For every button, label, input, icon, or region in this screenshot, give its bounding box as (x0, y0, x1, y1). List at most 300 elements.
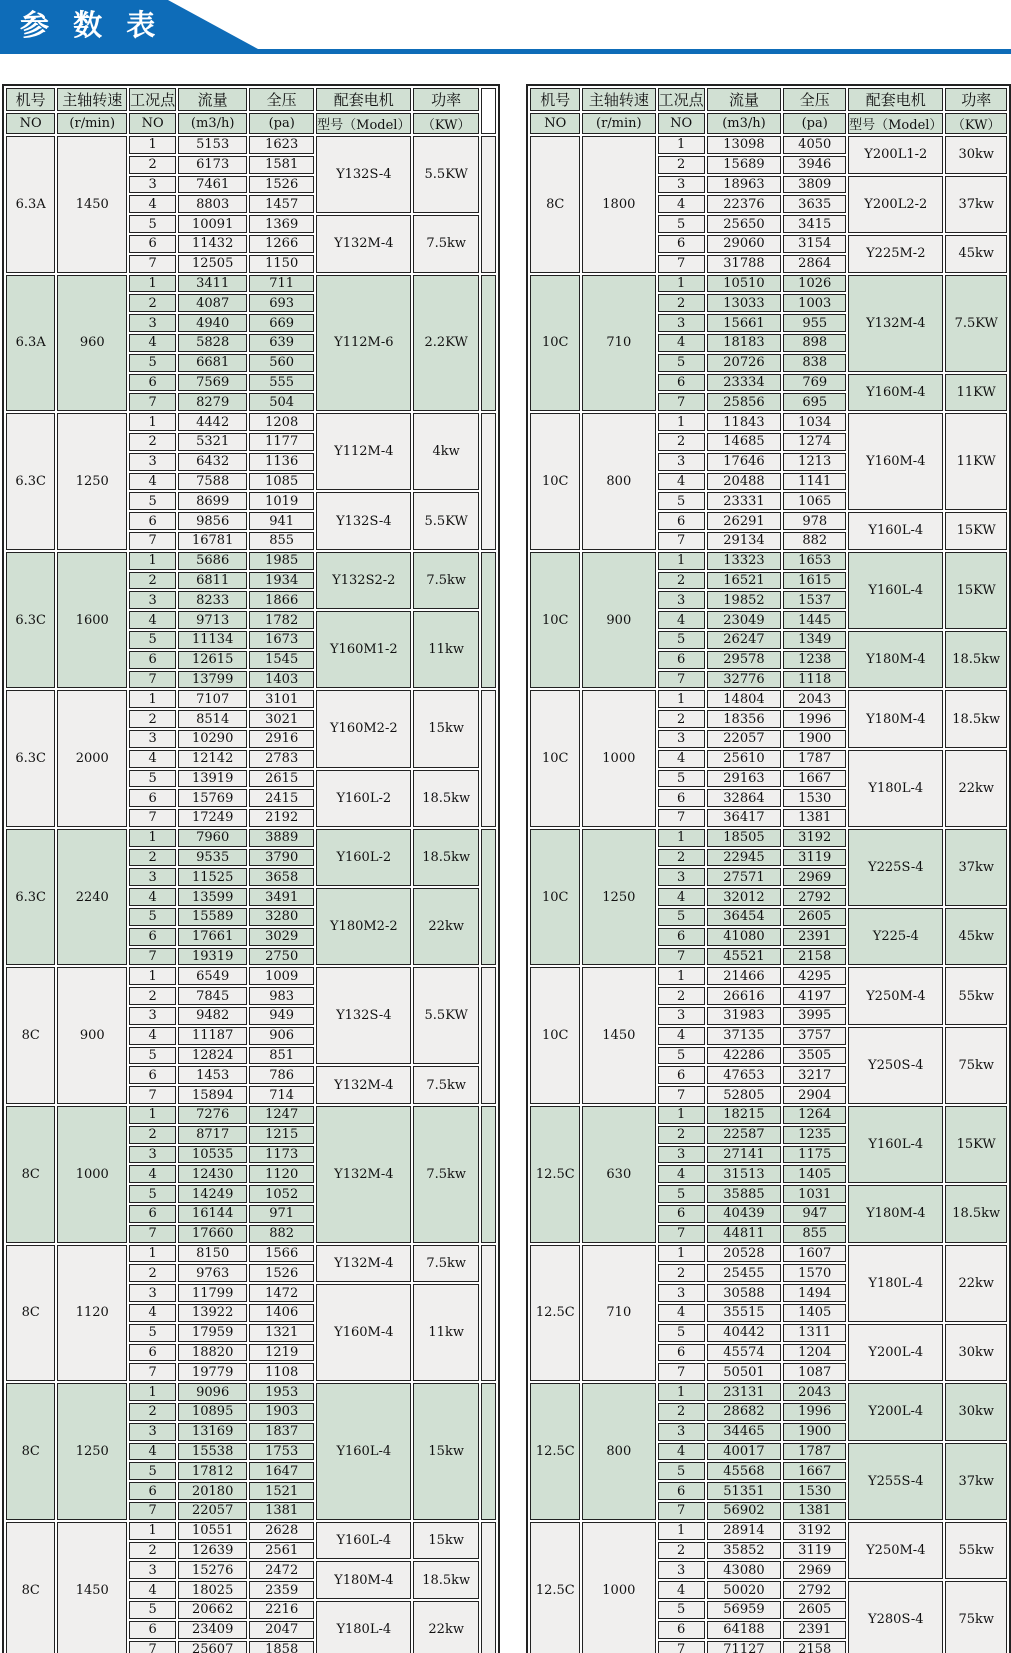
motor-model-cell: Y132M-4 (316, 1066, 411, 1104)
header-row-top (530, 88, 1007, 111)
operating-point-cell: 3 (658, 1423, 705, 1441)
pressure-cell: 3192 (783, 1522, 846, 1540)
data-row (530, 275, 1007, 293)
shaft-speed-cell: 1250 (57, 1383, 127, 1520)
flow-cell: 37135 (707, 1027, 782, 1045)
pressure-cell: 1403 (249, 671, 314, 689)
motor-model-cell: Y280S-4 (848, 1581, 943, 1653)
flow-cell: 6173 (178, 156, 247, 174)
pressure-cell: 1219 (249, 1344, 314, 1362)
flow-cell: 9535 (178, 849, 247, 867)
flow-cell: 28682 (707, 1403, 782, 1421)
pressure-cell: 1526 (249, 1264, 314, 1282)
shaft-speed-cell: 630 (582, 1106, 656, 1243)
operating-point-cell: 7 (658, 1502, 705, 1520)
motor-power-cell: 15KW (945, 552, 1007, 629)
motor-model-cell: Y250M-4 (848, 1522, 943, 1579)
flow-cell: 26247 (707, 631, 782, 649)
operating-point-cell: 6 (658, 789, 705, 807)
operating-point-cell: 6 (129, 1205, 176, 1223)
shaft-speed-cell: 960 (57, 275, 127, 412)
flow-cell: 19319 (178, 948, 247, 966)
data-row (6, 1383, 496, 1401)
spacer-cell (481, 1106, 497, 1243)
pressure-cell: 1034 (783, 413, 846, 431)
flow-cell: 4087 (178, 294, 247, 312)
operating-point-cell: 6 (129, 512, 176, 530)
operating-point-cell: 3 (658, 1561, 705, 1579)
flow-cell: 56959 (707, 1601, 782, 1619)
operating-point-cell: 1 (129, 690, 176, 708)
operating-point-cell: 6 (658, 512, 705, 530)
operating-point-cell: 4 (658, 473, 705, 491)
operating-point-cell: 5 (658, 1047, 705, 1065)
operating-point-cell: 2 (658, 1403, 705, 1421)
pressure-cell: 2615 (249, 770, 314, 788)
operating-point-cell: 5 (129, 1601, 176, 1619)
data-row (530, 136, 1007, 154)
flow-cell: 52805 (707, 1086, 782, 1104)
header-cell: 主轴转速 (582, 88, 656, 111)
pressure-cell: 769 (783, 374, 846, 392)
flow-cell: 15538 (178, 1443, 247, 1461)
flow-cell: 31513 (707, 1165, 782, 1183)
flow-cell: 23334 (707, 374, 782, 392)
pressure-cell: 1996 (783, 710, 846, 728)
operating-point-cell: 2 (129, 1403, 176, 1421)
flow-cell: 26616 (707, 987, 782, 1005)
motor-power-cell: 37kw (945, 1443, 1007, 1520)
pressure-cell: 978 (783, 512, 846, 530)
flow-cell: 7276 (178, 1106, 247, 1124)
pressure-cell: 898 (783, 334, 846, 352)
flow-cell: 8717 (178, 1126, 247, 1144)
flow-cell: 41080 (707, 928, 782, 946)
pressure-cell: 1673 (249, 631, 314, 649)
flow-cell: 12142 (178, 750, 247, 768)
motor-model-cell: Y160M-4 (848, 374, 943, 412)
operating-point-cell: 1 (658, 1106, 705, 1124)
pressure-cell: 1457 (249, 195, 314, 213)
operating-point-cell: 2 (658, 156, 705, 174)
machine-no-cell: 6.3C (6, 413, 55, 550)
flow-cell: 15769 (178, 789, 247, 807)
pressure-cell: 1858 (249, 1641, 314, 1653)
operating-point-cell: 7 (129, 532, 176, 550)
flow-cell: 15661 (707, 314, 782, 332)
header-cell: 功率 (413, 88, 478, 111)
flow-cell: 20180 (178, 1482, 247, 1500)
motor-model-cell: Y180M2-2 (316, 888, 411, 965)
shaft-speed-cell: 900 (57, 967, 127, 1104)
operating-point-cell: 5 (129, 1047, 176, 1065)
flow-cell: 13799 (178, 671, 247, 689)
operating-point-cell: 4 (129, 195, 176, 213)
motor-power-cell: 37kw (945, 176, 1007, 233)
operating-point-cell: 5 (129, 770, 176, 788)
pressure-cell: 560 (249, 354, 314, 372)
operating-point-cell: 2 (129, 987, 176, 1005)
pressure-cell: 4050 (783, 136, 846, 154)
flow-cell: 23409 (178, 1621, 247, 1639)
flow-cell: 40017 (707, 1443, 782, 1461)
operating-point-cell: 5 (658, 770, 705, 788)
pressure-cell: 1953 (249, 1383, 314, 1401)
operating-point-cell: 4 (129, 888, 176, 906)
operating-point-cell: 5 (658, 631, 705, 649)
pressure-cell: 1235 (783, 1126, 846, 1144)
pressure-cell: 949 (249, 1007, 314, 1025)
pressure-cell: 2969 (783, 868, 846, 886)
motor-power-cell: 11KW (945, 374, 1007, 412)
flow-cell: 13098 (707, 136, 782, 154)
operating-point-cell: 5 (658, 1185, 705, 1203)
shaft-speed-cell: 1450 (582, 967, 656, 1104)
pressure-cell: 1985 (249, 552, 314, 570)
motor-model-cell: Y132M-4 (316, 1106, 411, 1243)
spacer-cell (481, 690, 497, 827)
pressure-cell: 1208 (249, 413, 314, 431)
machine-no-cell: 8C (530, 136, 580, 273)
flow-cell: 17812 (178, 1462, 247, 1480)
pressure-cell: 3889 (249, 829, 314, 847)
flow-cell: 18215 (707, 1106, 782, 1124)
pressure-cell: 1494 (783, 1284, 846, 1302)
motor-power-cell: 45kw (945, 235, 1007, 273)
operating-point-cell: 7 (129, 1363, 176, 1381)
banner-underline (0, 49, 1011, 54)
motor-power-cell: 7.5kw (413, 1066, 478, 1104)
pressure-cell: 714 (249, 1086, 314, 1104)
pressure-cell: 1566 (249, 1245, 314, 1263)
pressure-cell: 1782 (249, 611, 314, 629)
pressure-cell: 2864 (783, 255, 846, 273)
operating-point-cell: 6 (129, 1344, 176, 1362)
motor-power-cell: 30kw (945, 1324, 1007, 1381)
flow-cell: 43080 (707, 1561, 782, 1579)
pressure-cell: 2391 (783, 928, 846, 946)
flow-cell: 7845 (178, 987, 247, 1005)
shaft-speed-cell: 1450 (57, 136, 127, 273)
pressure-cell: 941 (249, 512, 314, 530)
pressure-cell: 1570 (783, 1264, 846, 1282)
shaft-speed-cell: 800 (582, 1383, 656, 1520)
pressure-cell: 1445 (783, 611, 846, 629)
flow-cell: 14249 (178, 1185, 247, 1203)
operating-point-cell: 6 (658, 1205, 705, 1223)
data-row (6, 275, 496, 293)
operating-point-cell: 7 (658, 255, 705, 273)
motor-model-cell: Y180M-4 (316, 1561, 411, 1599)
pressure-cell: 2415 (249, 789, 314, 807)
header-cell: 全压 (249, 88, 314, 111)
operating-point-cell: 1 (129, 1245, 176, 1263)
flow-cell: 8514 (178, 710, 247, 728)
header-cell: 主轴转速 (57, 88, 127, 111)
pressure-cell: 1653 (783, 552, 846, 570)
flow-cell: 22945 (707, 849, 782, 867)
pressure-cell: 2605 (783, 1601, 846, 1619)
flow-cell: 9096 (178, 1383, 247, 1401)
motor-model-cell: Y200L-4 (848, 1324, 943, 1381)
pressure-cell: 851 (249, 1047, 314, 1065)
flow-cell: 45574 (707, 1344, 782, 1362)
operating-point-cell: 6 (658, 651, 705, 669)
spacer-cell (481, 829, 497, 966)
motor-power-cell: 2.2KW (413, 275, 478, 412)
operating-point-cell: 5 (129, 1462, 176, 1480)
pressure-cell: 3280 (249, 908, 314, 926)
flow-cell: 10895 (178, 1403, 247, 1421)
motor-power-cell: 55kw (945, 967, 1007, 1024)
flow-cell: 5828 (178, 334, 247, 352)
flow-cell: 17959 (178, 1324, 247, 1342)
motor-model-cell: Y200L1-2 (848, 136, 943, 174)
flow-cell: 9856 (178, 512, 247, 530)
motor-power-cell: 7.5kw (413, 1106, 478, 1243)
flow-cell: 13599 (178, 888, 247, 906)
flow-cell: 8279 (178, 393, 247, 411)
pressure-cell: 2628 (249, 1522, 314, 1540)
flow-cell: 56902 (707, 1502, 782, 1520)
operating-point-cell: 5 (129, 631, 176, 649)
operating-point-cell: 4 (129, 1443, 176, 1461)
shaft-speed-cell: 1600 (57, 552, 127, 689)
flow-cell: 35885 (707, 1185, 782, 1203)
pressure-cell: 1537 (783, 591, 846, 609)
operating-point-cell: 3 (129, 591, 176, 609)
spacer-cell (481, 88, 497, 134)
pressure-cell: 2047 (249, 1621, 314, 1639)
flow-cell: 11187 (178, 1027, 247, 1045)
flow-cell: 30588 (707, 1284, 782, 1302)
operating-point-cell: 2 (129, 156, 176, 174)
pressure-cell: 882 (249, 1225, 314, 1243)
operating-point-cell: 5 (129, 908, 176, 926)
flow-cell: 18025 (178, 1581, 247, 1599)
operating-point-cell: 3 (129, 176, 176, 194)
shaft-speed-cell: 1250 (57, 413, 127, 550)
flow-cell: 6432 (178, 453, 247, 471)
operating-point-cell: 4 (658, 888, 705, 906)
flow-cell: 22587 (707, 1126, 782, 1144)
flow-cell: 7569 (178, 374, 247, 392)
motor-power-cell: 5.5KW (413, 136, 478, 213)
flow-cell: 18820 (178, 1344, 247, 1362)
operating-point-cell: 3 (129, 1423, 176, 1441)
operating-point-cell: 6 (129, 928, 176, 946)
motor-power-cell: 75kw (945, 1581, 1007, 1653)
header-row-bottom (530, 113, 1007, 134)
operating-point-cell: 3 (129, 1007, 176, 1025)
pressure-cell: 1526 (249, 176, 314, 194)
pressure-cell: 838 (783, 354, 846, 372)
operating-point-cell: 5 (658, 1324, 705, 1342)
operating-point-cell: 3 (658, 1007, 705, 1025)
header-unit-cell: NO (129, 113, 176, 134)
pressure-cell: 3757 (783, 1027, 846, 1045)
flow-cell: 27571 (707, 868, 782, 886)
operating-point-cell: 1 (129, 136, 176, 154)
spacer-cell (481, 275, 497, 412)
operating-point-cell: 6 (658, 928, 705, 946)
operating-point-cell: 1 (658, 1383, 705, 1401)
pressure-cell: 2783 (249, 750, 314, 768)
operating-point-cell: 1 (658, 413, 705, 431)
spacer-cell (481, 1522, 497, 1653)
flow-cell: 17249 (178, 809, 247, 827)
operating-point-cell: 6 (658, 235, 705, 253)
header-cell: 流量 (707, 88, 782, 111)
flow-cell: 12430 (178, 1165, 247, 1183)
motor-power-cell: 7.5kw (413, 552, 478, 609)
operating-point-cell: 4 (129, 1027, 176, 1045)
header-unit-cell: (m3/h) (178, 113, 247, 134)
operating-point-cell: 6 (658, 1344, 705, 1362)
operating-point-cell: 3 (658, 453, 705, 471)
pressure-cell: 1120 (249, 1165, 314, 1183)
flow-cell: 32012 (707, 888, 782, 906)
operating-point-cell: 3 (129, 314, 176, 332)
pressure-cell: 3790 (249, 849, 314, 867)
flow-cell: 14685 (707, 433, 782, 451)
header-cell: 配套电机 (848, 88, 943, 111)
motor-power-cell: 18.5kw (945, 690, 1007, 747)
pressure-cell: 695 (783, 393, 846, 411)
motor-power-cell: 7.5KW (945, 275, 1007, 372)
flow-cell: 15894 (178, 1086, 247, 1104)
motor-model-cell: Y160L-4 (848, 552, 943, 629)
header-cell: 机号 (530, 88, 580, 111)
pressure-cell: 1545 (249, 651, 314, 669)
flow-cell: 45521 (707, 948, 782, 966)
pressure-cell: 2792 (783, 888, 846, 906)
flow-cell: 71127 (707, 1641, 782, 1653)
motor-model-cell: Y160M-4 (848, 413, 943, 510)
operating-point-cell: 7 (658, 393, 705, 411)
operating-point-cell: 5 (658, 1601, 705, 1619)
pressure-cell: 1472 (249, 1284, 314, 1302)
operating-point-cell: 1 (658, 1245, 705, 1263)
operating-point-cell: 4 (658, 1304, 705, 1322)
machine-no-cell: 6.3C (6, 552, 55, 689)
pressure-cell: 3119 (783, 1542, 846, 1560)
motor-model-cell: Y200L2-2 (848, 176, 943, 233)
motor-model-cell: Y255S-4 (848, 1443, 943, 1520)
header-unit-cell: NO (6, 113, 55, 134)
operating-point-cell: 5 (129, 1324, 176, 1342)
operating-point-cell: 1 (658, 967, 705, 985)
operating-point-cell: 1 (658, 690, 705, 708)
operating-point-cell: 7 (129, 948, 176, 966)
pressure-cell: 1118 (783, 671, 846, 689)
pressure-cell: 2916 (249, 730, 314, 748)
flow-cell: 13922 (178, 1304, 247, 1322)
motor-power-cell: 5.5KW (413, 492, 478, 549)
motor-model-cell: Y250M-4 (848, 967, 943, 1024)
operating-point-cell: 6 (129, 1066, 176, 1084)
motor-power-cell: 22kw (413, 1601, 478, 1653)
operating-point-cell: 5 (658, 215, 705, 233)
operating-point-cell: 2 (129, 572, 176, 590)
motor-model-cell: Y160L-4 (316, 1522, 411, 1560)
pressure-cell: 855 (249, 532, 314, 550)
pressure-cell: 3119 (783, 849, 846, 867)
pressure-cell: 1009 (249, 967, 314, 985)
operating-point-cell: 5 (658, 492, 705, 510)
flow-cell: 40439 (707, 1205, 782, 1223)
flow-cell: 12505 (178, 255, 247, 273)
operating-point-cell: 4 (129, 473, 176, 491)
pressure-cell: 1213 (783, 453, 846, 471)
motor-power-cell: 11kw (413, 611, 478, 688)
flow-cell: 36454 (707, 908, 782, 926)
shaft-speed-cell: 2240 (57, 829, 127, 966)
flow-cell: 25610 (707, 750, 782, 768)
flow-cell: 6549 (178, 967, 247, 985)
flow-cell: 25455 (707, 1264, 782, 1282)
operating-point-cell: 7 (129, 1225, 176, 1243)
pressure-cell: 1026 (783, 275, 846, 293)
pressure-cell: 2216 (249, 1601, 314, 1619)
pressure-cell: 3635 (783, 195, 846, 213)
motor-model-cell: Y250S-4 (848, 1027, 943, 1104)
pressure-cell: 3505 (783, 1047, 846, 1065)
data-row (530, 1383, 1007, 1401)
pressure-cell: 1530 (783, 1482, 846, 1500)
pressure-cell: 1787 (783, 1443, 846, 1461)
operating-point-cell: 7 (658, 671, 705, 689)
flow-cell: 10535 (178, 1146, 247, 1164)
pressure-cell: 786 (249, 1066, 314, 1084)
motor-model-cell: Y132S2-2 (316, 552, 411, 609)
operating-point-cell: 2 (129, 1264, 176, 1282)
flow-cell: 31983 (707, 1007, 782, 1025)
flow-cell: 11134 (178, 631, 247, 649)
motor-model-cell: Y180L-4 (848, 750, 943, 827)
flow-cell: 5321 (178, 433, 247, 451)
motor-model-cell: Y160M-4 (316, 1284, 411, 1381)
header-unit-cell: (r/min) (57, 113, 127, 134)
pressure-cell: 2359 (249, 1581, 314, 1599)
flow-cell: 18505 (707, 829, 782, 847)
pressure-cell: 1204 (783, 1344, 846, 1362)
pressure-cell: 1019 (249, 492, 314, 510)
pressure-cell: 555 (249, 374, 314, 392)
spacer-cell (481, 967, 497, 1104)
pressure-cell: 1900 (783, 1423, 846, 1441)
pressure-cell: 693 (249, 294, 314, 312)
motor-power-cell: 30kw (945, 136, 1007, 174)
header-unit-cell: (pa) (783, 113, 846, 134)
flow-cell: 27141 (707, 1146, 782, 1164)
flow-cell: 12639 (178, 1542, 247, 1560)
pressure-cell: 1900 (783, 730, 846, 748)
operating-point-cell: 7 (658, 948, 705, 966)
operating-point-cell: 1 (658, 552, 705, 570)
operating-point-cell: 5 (658, 1462, 705, 1480)
header-row-top (6, 88, 496, 111)
shaft-speed-cell: 1800 (582, 136, 656, 273)
flow-cell: 13323 (707, 552, 782, 570)
shaft-speed-cell: 710 (582, 1245, 656, 1382)
operating-point-cell: 5 (658, 354, 705, 372)
flow-cell: 26291 (707, 512, 782, 530)
flow-cell: 16521 (707, 572, 782, 590)
operating-point-cell: 4 (658, 195, 705, 213)
pressure-cell: 1065 (783, 492, 846, 510)
pressure-cell: 1381 (783, 1502, 846, 1520)
